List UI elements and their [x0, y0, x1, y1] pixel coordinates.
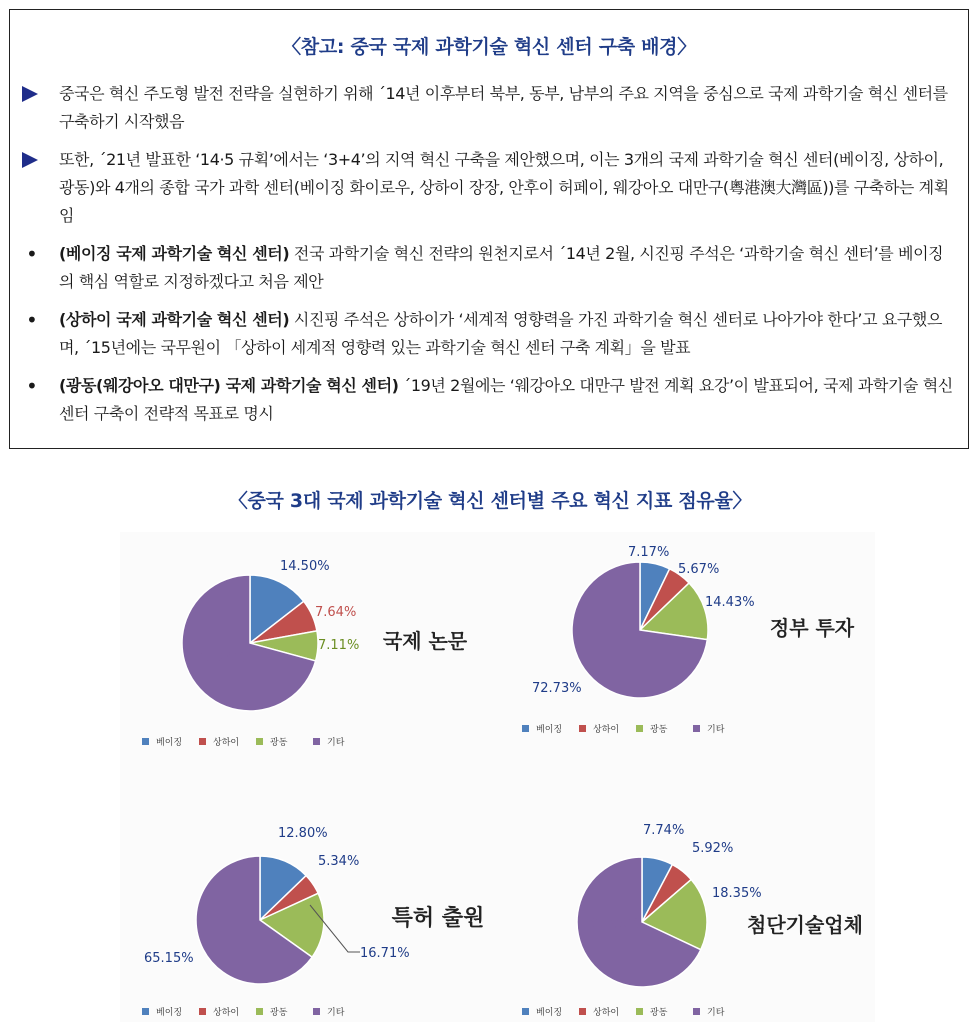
list-item	[22, 306, 954, 362]
data-label-guangdong: 7.11%	[318, 638, 360, 653]
dot-bullet-icon: •	[26, 374, 38, 398]
list-item-heading: (베이징 국제 과학기술 혁신 센터)	[59, 244, 290, 263]
data-label-shanghai: 5.92%	[692, 841, 734, 856]
data-label-guangdong: 18.35%	[712, 886, 762, 901]
legend-label-beijing: 베이징	[156, 1008, 183, 1018]
legend-label-other: 기타	[707, 1008, 725, 1018]
legend-swatch-guangdong	[256, 1008, 263, 1015]
legend-label-other: 기타	[707, 725, 725, 735]
dot-bullet-icon: •	[26, 242, 38, 266]
list-item-heading: (광동(웨강아오 대만구) 국제 과학기술 혁신 센터)	[59, 376, 399, 395]
legend-swatch-other	[313, 738, 320, 745]
chart-title: 정부 투자	[769, 616, 855, 640]
charts-section-title: 〈중국 3대 국제 과학기술 혁신 센터별 주요 혁신 지표 점유율〉	[228, 490, 752, 512]
data-label-other: 67.99%	[590, 917, 640, 932]
data-label-other: 72.73%	[532, 681, 582, 696]
data-label-other: 65.15%	[144, 951, 194, 966]
list-item	[22, 146, 954, 230]
data-label-other: 70.74%	[196, 651, 246, 666]
list-item	[22, 240, 954, 296]
chart-title: 첨단기술업체	[747, 913, 863, 937]
legend-swatch-beijing	[522, 1008, 529, 1015]
reference-box	[9, 9, 969, 449]
legend-swatch-shanghai	[579, 1008, 586, 1015]
list-item-text: 중국은 혁신 주도형 발전 전략을 실현하기 위해 ´14년 이후부터 북부, 동부, 남부의 주요 지역을 중심으로 국제 과학기술 혁신 센터를 구축하기 시작했음	[59, 84, 948, 131]
legend-label-other: 기타	[327, 1008, 345, 1018]
data-label-beijing: 12.80%	[278, 826, 328, 841]
data-label-shanghai: 5.34%	[318, 854, 360, 869]
pie-chart-patents	[120, 800, 500, 1025]
legend-swatch-other	[313, 1008, 320, 1015]
legend-label-shanghai: 상하이	[593, 725, 620, 735]
list-item-text: 전국 과학기술 혁신 전략의 원천지로서 ´14년 2월, 시진핑 주석은 ‘과학기술 혁신 센터’를 베이징의 핵심 역할로 지정하겠다고 처음 제안	[59, 244, 944, 291]
data-label-guangdong: 16.71%	[360, 946, 410, 961]
legend-label-shanghai: 상하이	[593, 1008, 620, 1018]
pie-chart-gov-investment	[500, 540, 875, 770]
legend-label-beijing: 베이징	[536, 725, 563, 735]
pie-chart-papers	[120, 540, 490, 770]
legend-label-guangdong: 광동	[270, 738, 288, 748]
chart-title: 특허 출원	[391, 906, 485, 931]
legend-label-other: 기타	[327, 738, 345, 748]
legend-swatch-shanghai	[199, 1008, 206, 1015]
chart-title: 국제 논문	[382, 629, 468, 653]
legend-label-shanghai: 상하이	[213, 738, 240, 748]
triangle-bullet-icon	[22, 146, 52, 177]
legend-swatch-other	[693, 1008, 700, 1015]
data-label-beijing: 14.50%	[280, 559, 330, 574]
legend-swatch-beijing	[522, 725, 529, 732]
list-item-text: ´19년 2월에는 ‘웨강아오 대만구 발전 계획 요강’이 발표되어, 국제 과학기술 혁신 센터 구축이 전략적 목표로 명시	[59, 376, 953, 423]
list-item	[22, 80, 954, 136]
box-title: 〈참고: 중국 국제 과학기술 혁신 센터 구축 배경〉	[282, 36, 696, 58]
legend-swatch-shanghai	[579, 725, 586, 732]
legend-label-beijing: 베이징	[156, 738, 183, 748]
triangle-bullet-icon	[22, 80, 52, 111]
legend-label-beijing: 베이징	[536, 1008, 563, 1018]
list-item	[22, 372, 954, 428]
legend-swatch-guangdong	[636, 725, 643, 732]
legend-swatch-other	[693, 725, 700, 732]
data-label-guangdong: 14.43%	[705, 595, 755, 610]
legend-label-guangdong: 광동	[270, 1008, 288, 1018]
data-label-shanghai: 7.64%	[315, 605, 357, 620]
legend-label-guangdong: 광동	[650, 1008, 668, 1018]
data-label-beijing: 7.17%	[628, 545, 670, 560]
pie-chart-hightech	[500, 800, 875, 1025]
list-item-text: 시진핑 주석은 상하이가 ‘세계적 영향력을 가진 과학기술 혁신 센터로 나아가야 한다’고 요구했으며, ´15년에는 국무원이 「상하이 세계적 영향력 있는 과학기술 혁신 센터 구축 계획」을 발표	[59, 310, 943, 357]
legend-label-guangdong: 광동	[650, 725, 668, 735]
legend-swatch-guangdong	[636, 1008, 643, 1015]
legend-label-shanghai: 상하이	[213, 1008, 240, 1018]
data-label-beijing: 7.74%	[643, 823, 685, 838]
legend-swatch-beijing	[142, 738, 149, 745]
list-item-heading: (상하이 국제 과학기술 혁신 센터)	[59, 310, 290, 329]
legend-swatch-beijing	[142, 1008, 149, 1015]
dot-bullet-icon: •	[26, 308, 38, 332]
data-label-shanghai: 5.67%	[678, 562, 720, 577]
legend-swatch-shanghai	[199, 738, 206, 745]
legend-swatch-guangdong	[256, 738, 263, 745]
list-item-text: 또한, ´21년 발표한 ‘14·5 규획’에서는 ‘3+4’의 지역 혁신 구축을 제안했으며, 이는 3개의 국제 과학기술 혁신 센터(베이징, 상하이, 광동)와 4개의 종합 국가 과학 센터(베이징 화이로우, 상하이 장장, 안후이 허페이, 웨강아오 대만구(粵港澳大灣區))를 구축하는 계획임	[59, 150, 949, 225]
